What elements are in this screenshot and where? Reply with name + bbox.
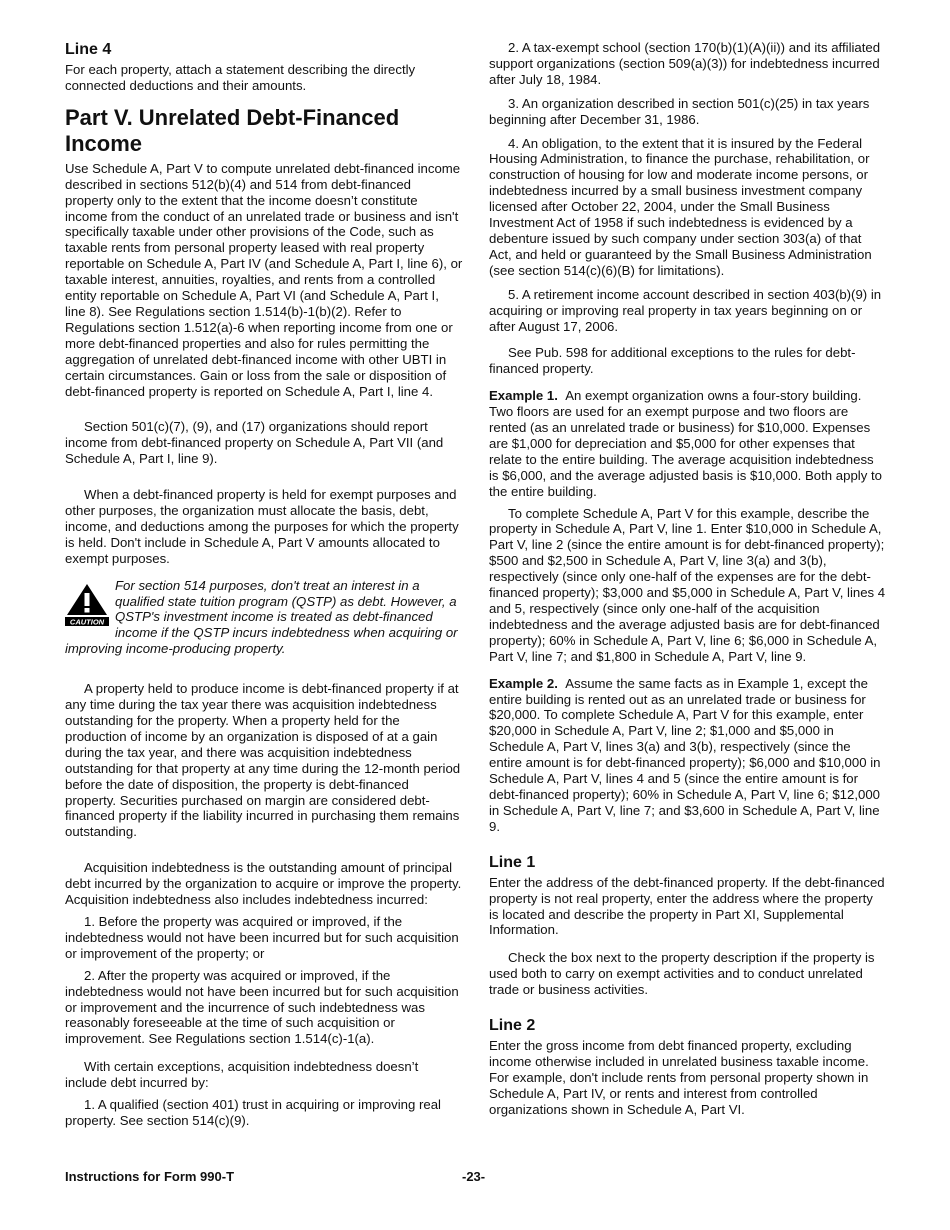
exception-item-2: 2. A tax-exempt school (section 170(b)(1)(A)(ii)) and its affiliated support organizations (section 509(a)(3)) for indebtedness incurred after July 18, 1984. [489, 40, 881, 87]
example-1-complete: To complete Schedule A, Part V for this example, describe the property in Schedule A, Part V, line 1. Enter $10,000 in Schedule A, Part V, line 2 (since the entire amount is for debt-financed property); $500 and $2,500 in Schedule A, Part V, line 3(a) and 3(b), respectively (since only one-half of the expenses are for the debt-financed property); $3,000 and $5,000 in Schedule A, Part V, lines 4 and 5, respectively (since only one-half of the acquisition indebtedness and the average adjusted basis are for debt-financed property); 60% in Schedule A, Part V, line 6; $6,000 in Schedule A, Part V, line 7; and $1,800 in Schedule A, Part V, line 9. [489, 505, 886, 664]
part5-paragraph-5: Acquisition indebtedness is the outstanding amount of principal debt incurred by the organization to acquire or improve the property. Acquisition indebtedness also includes indebtedness incurred: [65, 860, 462, 908]
part5-paragraph-6: With certain exceptions, acquisition indebtedness doesn’t include debt incurred by: [65, 1059, 419, 1091]
line1-text: Enter the address of the debt-financed property. If the debt-financed property is not real property, enter the address where the property is located and describe the property in Part XI, Supplemental Information. [489, 874, 885, 938]
example-1 [489, 388, 886, 499]
part5-paragraph-2: Section 501(c)(7), (9), and (17) organizations should report income from debt-financed property on Schedule A, Part VII (and Schedule A, Part I, line 9). [65, 419, 444, 467]
line1-check-box-note: Check the box next to the property description if the property is used both to carry on exempt activities and to conduct unrelated trade or business activities. [489, 950, 875, 998]
left-column [65, 40, 463, 1140]
line2-heading: Line 2 [489, 1017, 536, 1035]
indebtedness-item-2: 2. After the property was acquired or improved, if the indebtedness would not have been incurred but for such acquisition or improvement and the incurrence of such indebtedness was reasonably foreseeable at the time of such acquisition or improvement. See Regulations section 1.514(c)-1(a). [65, 967, 459, 1047]
caution-icon [65, 582, 109, 626]
exception-item-1: 1. A qualified (section 401) trust in acquiring or improving real property. See section 514(c)(9). [65, 1097, 441, 1128]
caution-label: CAUTION [69, 616, 105, 626]
footer-page-number: -23- [462, 1169, 486, 1184]
line4-text: For each property, attach a statement describing the directly connected deductions and their amounts. [65, 62, 416, 93]
example-1-text: An exempt organization owns a four-story building. Two floors are used for an exempt purpose and two floors are rented (as an unrelated trade or business) for $10,000. Expenses are $1,000 for depreciation and $5,000 for other expenses that relate to the entire building. The average acquisition indebtedness is $6,000, and the average adjusted basis is $10,000. Both apply to the entire building. [489, 388, 882, 499]
pub-598-note: See Pub. 598 for additional exceptions to the rules for debt-financed property. [489, 345, 856, 377]
right-column [489, 40, 886, 1129]
part5-heading: Part V. Unrelated Debt-Financed Income [65, 104, 400, 156]
caution-text: For section 514 purposes, don't treat an interest in a qualified state tuition program (QSTP) as debt. However, a QSTP's investment income is treated as debt-financed income if the QSTP incurs indebtedness when acquiring or improving income-producing property. [65, 577, 458, 657]
indebtedness-item-1: 1. Before the property was acquired or improved, if the indebtedness would not have been incurred but for such acquisition or improvement of the property; or [65, 913, 459, 961]
exception-item-5: 5. A retirement income account described in section 403(b)(9) in acquiring or improving real property in tax years beginning on or after August 17, 2006. [489, 286, 882, 334]
footer-form-title: Instructions for Form 990-T [65, 1169, 235, 1184]
line1-heading: Line 1 [489, 853, 536, 871]
example-1-label: Example 1. [489, 388, 558, 404]
exception-item-3: 3. An organization described in section 501(c)(25) in tax years beginning after December 31, 1986. [489, 95, 870, 127]
part5-paragraph-3: When a debt-financed property is held for exempt purposes and other purposes, the organization must allocate the basis, debt, income, and deductions among the purposes for which the property is held. Don't include in Schedule A, Part V amounts allocated to exempt purposes. [65, 487, 459, 566]
example-2 [489, 676, 886, 835]
part5-paragraph-4: A property held to produce income is debt-financed property if at any time during the tax year there was acquisition indebtedness outstanding for the property. When a property held for the production of income by an organization is disposed of at a gain during the tax year, and there was acquisition indebtedness outstanding for that property at any time during the 12-month period before the date of disposition, the property is debt-financed property. Securities purchased on margin are considered debt-financed property if the liability incurred in purchasing them remains outstanding. [65, 681, 461, 840]
exception-item-4: 4. An obligation, to the extent that it is insured by the Federal Housing Administration, to finance the purchase, rehabilitation, or construction of housing for low and moderate income persons, or indebtedness incurred by a small business investment company licensed after October 22, 2004, under the Small Business Investment Act of 1958 if such indebtedness is evidenced by a debenture issued by such company under section 303(a) of that Act, and held or guaranteed by the Small Business Administration (see section 514(c)(6)(B) for limitations). [489, 135, 872, 278]
caution-note [65, 578, 463, 658]
line4-heading: Line 4 [65, 41, 112, 58]
example-2-text: Assume the same facts as in Example 1, except the entire building is rented out as an unrelated trade or business for $20,000. To complete Schedule A, Part V for this example, enter $20,000 in Schedule A, Part V, line 2; $1,000 and $5,000 in Schedule A, Part V, lines 3(a) and 3(b), respectively (since the entire amount is for debt-financed property); $6,000 and $10,000 in Schedule A, Part V, lines 4 and 5 (since the entire amount is for debt-financed property); 60% in Schedule A, Part V, line 6; $12,000 in Schedule A, Part V, line 7; and $3,600 in Schedule A, Part V, line 9. [489, 675, 881, 834]
line2-text: Enter the gross income from debt financed property, excluding income otherwise included in unrelated business taxable income. For example, don't include rents from personal property shown in Schedule A, Part IV, or rents and interest from controlled organizations shown in Schedule A, Part VI. [489, 1038, 869, 1117]
example-2-label: Example 2. [489, 675, 558, 691]
part5-paragraph-1: Use Schedule A, Part V to compute unrelated debt-financed income described in sections 512(b)(4) and 514 from debt-financed property only to the extent that the income doesn’t constitute income from the conduct of an unrelated trade or business and isn't specifically taxable under other provisions of the Code, such as taxable rents from personal property leased with real property reportable on Schedule A, Part IV (and Schedule A, Part I, line 6), or taxable interest, annuities, royalties, and rents from a controlled entity reportable on Schedule A, Part VI (and Schedule A, Part I, line 8). See Regulations section 1.514(b)-1(b)(2). Refer to Regulations section 1.512(a)-6 when reporting income from one or more debt-financed properties and also for rules permitting the aggregation of unrelated debt-financed income with other UBTI in certain circumstances. Gain or loss from the sale or disposition of debt-financed property is reported on Schedule A, Part I, line 4. [65, 160, 463, 399]
